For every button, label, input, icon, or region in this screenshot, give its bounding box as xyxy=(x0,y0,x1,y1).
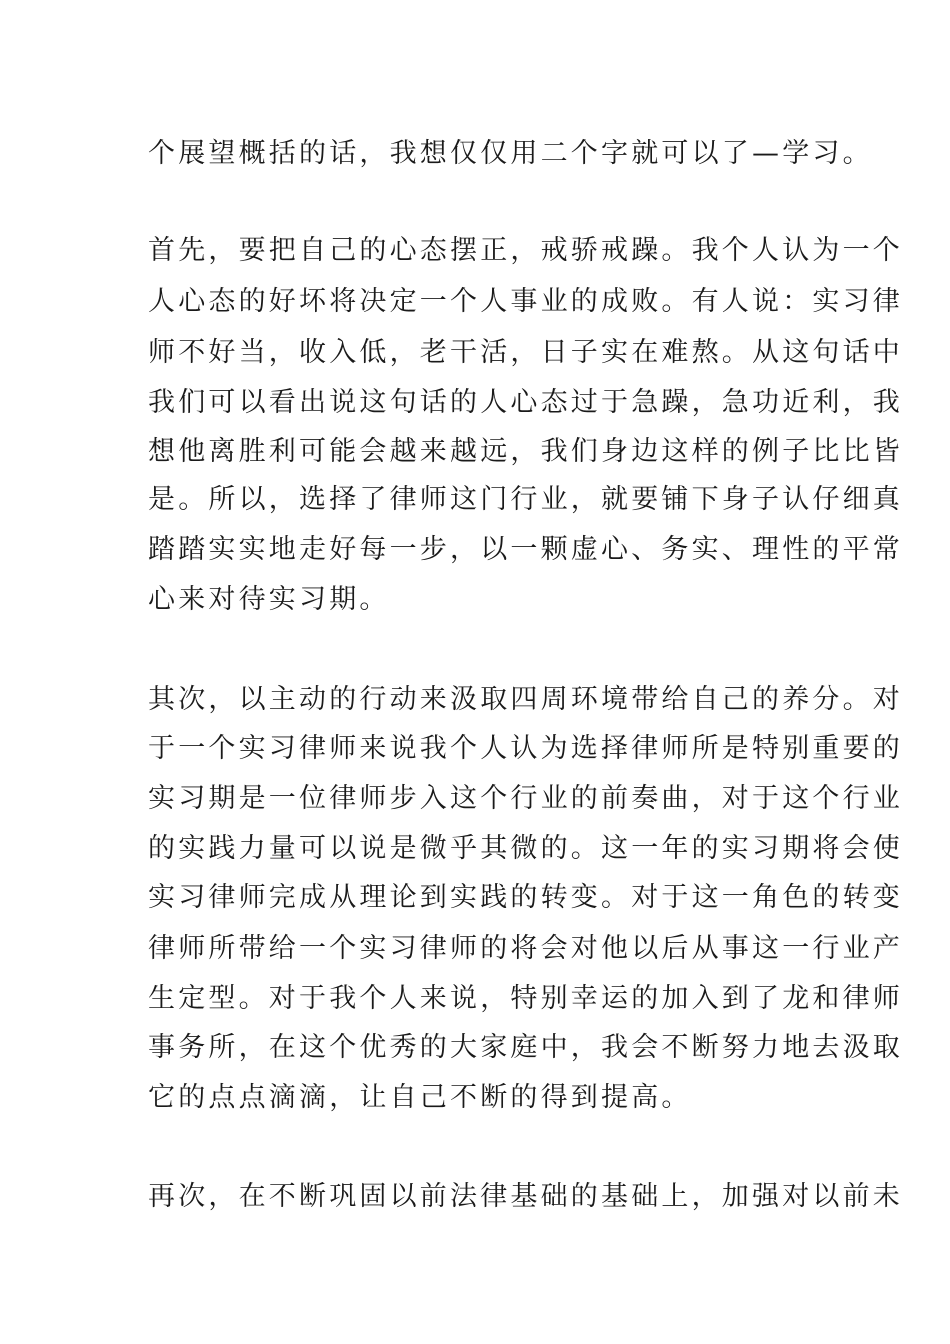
text-line: 我们可以看出说这句话的人心态过于急躁，急功近利，我 xyxy=(148,387,903,418)
text-line: 个展望概括的话，我想仅仅用二个字就可以了—学习。 xyxy=(148,138,873,169)
text-line: 想他离胜利可能会越来越远，我们身边这样的例子比比皆 xyxy=(148,436,903,467)
text-line: 再次，在不断巩固以前法律基础的基础上，加强对以前未 xyxy=(148,1181,903,1212)
text-line: 律师所带给一个实习律师的将会对他以后从事这一行业产 xyxy=(148,933,903,964)
text-line: 实习期是一位律师步入这个行业的前奏曲，对于这个行业 xyxy=(148,783,903,814)
text-line: 踏踏实实地走好每一步，以一颗虚心、务实、理性的平常 xyxy=(148,534,903,565)
text-line: 是。所以，选择了律师这门行业，就要铺下身子认仔细真 xyxy=(148,484,903,515)
text-line: 的实践力量可以说是微乎其微的。这一年的实习期将会使 xyxy=(148,833,903,864)
text-line: 心来对待实习期。 xyxy=(148,584,390,615)
text-line: 事务所，在这个优秀的大家庭中，我会不断努力地去汲取 xyxy=(148,1032,903,1063)
text-line: 生定型。对于我个人来说，特别幸运的加入到了龙和律师 xyxy=(148,983,903,1014)
text-line: 首先，要把自己的心态摆正，戒骄戒躁。我个人认为一个 xyxy=(148,235,903,266)
text-line: 师不好当，收入低，老干活，日子实在难熬。从这句话中 xyxy=(148,337,903,368)
text-line: 它的点点滴滴，让自己不断的得到提高。 xyxy=(148,1082,692,1113)
text-line: 于一个实习律师来说我个人认为选择律师所是特别重要的 xyxy=(148,733,903,764)
text-line: 实习律师完成从理论到实践的转变。对于这一角色的转变 xyxy=(148,882,903,913)
text-line: 其次，以主动的行动来汲取四周环境带给自己的养分。对 xyxy=(148,684,903,715)
text-line: 人心态的好坏将决定一个人事业的成败。有人说：实习律 xyxy=(148,286,903,317)
